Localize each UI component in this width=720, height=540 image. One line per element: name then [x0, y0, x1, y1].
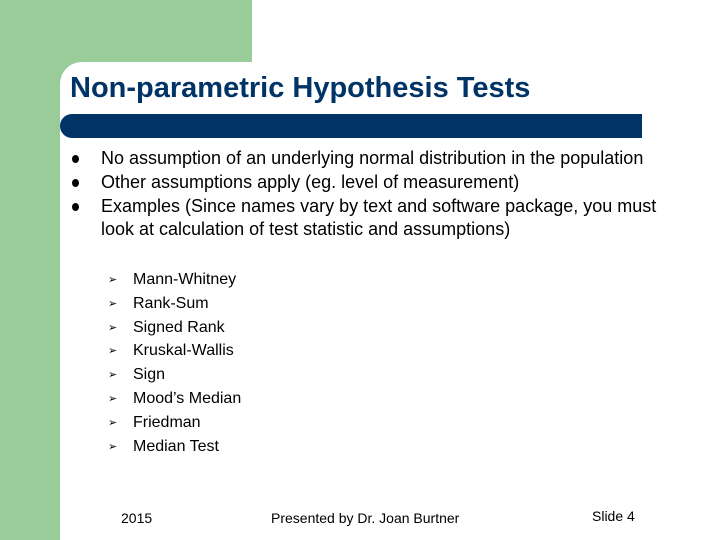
- sub-bullet-text: Median Test: [133, 437, 219, 455]
- bullet-text: No assumption of an underlying normal distribution in the population: [101, 148, 644, 168]
- bullet-item: [72, 147, 682, 170]
- sub-bullet-item: [108, 339, 241, 363]
- bullet-text: Examples (Since names vary by text and software package, you must look at calculation of test statistic and assumptions): [101, 196, 657, 239]
- bullet-item: [72, 195, 682, 241]
- sub-bullet-item: [108, 435, 241, 459]
- sub-bullet-text: Friedman: [133, 413, 201, 431]
- arrow-bullet-icon: ➢: [108, 344, 118, 358]
- arrow-bullet-icon: ➢: [108, 439, 118, 453]
- sub-bullet-text: Mood’s Median: [133, 389, 242, 407]
- sub-bullet-text: Kruskal-Wallis: [133, 342, 234, 360]
- arrow-bullet-icon: ➢: [108, 391, 118, 405]
- bullet-item: [72, 171, 682, 194]
- sub-bullet-item: [108, 316, 241, 340]
- sub-bullet-text: Sign: [133, 366, 166, 384]
- bullet-text: Other assumptions apply (eg. level of measurement): [101, 172, 520, 192]
- sub-bullet-item: [108, 292, 241, 316]
- arrow-bullet-icon: ➢: [108, 415, 118, 429]
- sub-bullet-text: Mann-Whitney: [133, 271, 237, 288]
- sub-bullet-item: [108, 387, 241, 411]
- round-bullet-icon: [72, 155, 79, 163]
- sub-bullet-item: [108, 363, 241, 387]
- round-bullet-icon: [72, 203, 79, 211]
- arrow-bullet-icon: ➢: [108, 273, 118, 286]
- arrow-bullet-icon: ➢: [108, 368, 118, 382]
- sub-bullet-item: [108, 268, 241, 292]
- title-underline-bar: [60, 114, 642, 138]
- slide-title: Non-parametric Hypothesis Tests: [70, 72, 531, 104]
- arrow-bullet-icon: ➢: [108, 320, 118, 334]
- footer-date: 2015: [121, 510, 153, 526]
- sub-bullet-list: [108, 268, 241, 458]
- footer-presenter: Presented by Dr. Joan Burtner: [271, 510, 460, 526]
- round-bullet-icon: [72, 179, 79, 187]
- arrow-bullet-icon: ➢: [108, 296, 118, 310]
- slide-number: Slide 4: [592, 508, 635, 524]
- bullet-list: [72, 147, 682, 242]
- sub-bullet-item: [108, 411, 241, 435]
- sub-bullet-text: Signed Rank: [133, 318, 225, 336]
- sub-bullet-text: Rank-Sum: [133, 294, 209, 312]
